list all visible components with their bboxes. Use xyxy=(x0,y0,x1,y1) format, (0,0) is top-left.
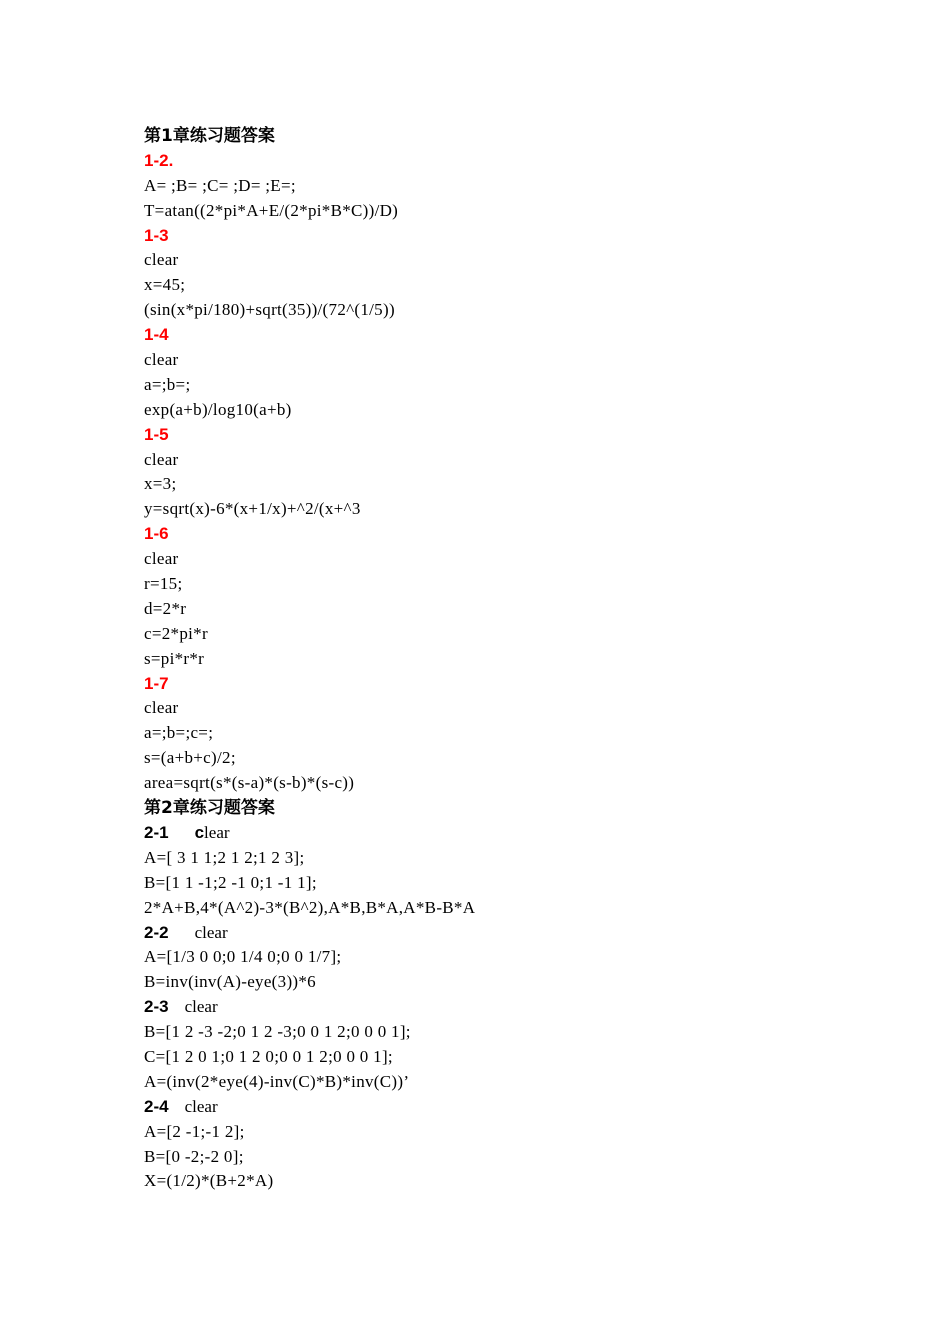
code-line: A=[2 -1;-1 2]; xyxy=(144,1121,245,1141)
code-line: B=[1 2 -3 -2;0 1 2 -3;0 0 1 2;0 0 0 1]; xyxy=(144,1022,411,1042)
exercise-2-1-label: 2-1 xyxy=(144,822,169,842)
exercise-2-3-row xyxy=(144,995,864,1020)
code-line: r=15; xyxy=(144,574,183,594)
code-inline: lear xyxy=(204,822,230,842)
exercise-1-2-label: 1-2. xyxy=(144,150,174,170)
exercise-2-1-row xyxy=(144,821,864,846)
code-line: area=sqrt(s*(s-a)*(s-b)*(s-c)) xyxy=(144,773,355,793)
exercise-2-4-label: 2-4 xyxy=(144,1096,169,1116)
code-line: X=(1/2)*(B+2*A) xyxy=(144,1171,274,1191)
document-content xyxy=(144,124,864,1194)
code-line: clear xyxy=(144,698,179,718)
code-line: A= ;B= ;C= ;D= ;E=; xyxy=(144,175,296,195)
code-line: B=inv(inv(A)-eye(3))*6 xyxy=(144,972,316,992)
code-first-char: c xyxy=(194,822,205,842)
code-line: A=(inv(2*eye(4)-inv(C)*B)*inv(C))’ xyxy=(144,1071,410,1091)
code-line: s=(a+b+c)/2; xyxy=(144,748,236,768)
exercise-1-7-label: 1-7 xyxy=(144,673,169,693)
code-line: (sin(x*pi/180)+sqrt(35))/(72^(1/5)) xyxy=(144,300,395,320)
code-line: B=[0 -2;-2 0]; xyxy=(144,1146,244,1166)
exercise-1-6-label: 1-6 xyxy=(144,524,169,544)
exercise-1-5-label: 1-5 xyxy=(144,424,169,444)
code-line: T=atan((2*pi*A+E/(2*pi*B*C))/D) xyxy=(144,200,399,220)
code-inline: clear xyxy=(184,997,218,1017)
code-line: clear xyxy=(144,250,179,270)
code-line: d=2*r xyxy=(144,598,187,618)
code-line: s=pi*r*r xyxy=(144,648,205,668)
code-line: x=45; xyxy=(144,275,186,295)
code-line: 2*A+B,4*(A^2)-3*(B^2),A*B,B*A,A*B-B*A xyxy=(144,897,476,917)
code-line: exp(a+b)/log10(a+b) xyxy=(144,399,292,419)
code-line: A=[ 3 1 1;2 1 2;1 2 3]; xyxy=(144,847,305,867)
code-inline: clear xyxy=(184,1096,218,1116)
code-line: c=2*pi*r xyxy=(144,623,208,643)
code-line: clear xyxy=(144,449,179,469)
code-line: A=[1/3 0 0;0 1/4 0;0 0 1/7]; xyxy=(144,947,342,967)
exercise-1-4-label: 1-4 xyxy=(144,325,169,345)
code-line: B=[1 1 -1;2 -1 0;1 -1 1]; xyxy=(144,872,317,892)
code-line: clear xyxy=(144,350,179,370)
code-line: y=sqrt(x)-6*(x+1/x)+^2/(x+^3 xyxy=(144,499,361,519)
code-line: C=[1 2 0 1;0 1 2 0;0 0 1 2;0 0 0 1]; xyxy=(144,1046,393,1066)
chapter2-heading: 第2章练习题答案 xyxy=(144,798,275,819)
exercise-2-2-label: 2-2 xyxy=(144,922,169,942)
code-line: x=3; xyxy=(144,474,177,494)
code-line: a=;b=; xyxy=(144,374,191,394)
code-line: clear xyxy=(144,549,179,569)
exercise-2-4-row xyxy=(144,1095,864,1120)
exercise-2-3-label: 2-3 xyxy=(144,997,169,1017)
code-line: a=;b=;c=; xyxy=(144,723,214,743)
exercise-1-3-label: 1-3 xyxy=(144,225,169,245)
code-inline: clear xyxy=(194,922,228,942)
exercise-2-2-row xyxy=(144,921,864,946)
chapter1-heading: 第1章练习题答案 xyxy=(144,126,275,146)
